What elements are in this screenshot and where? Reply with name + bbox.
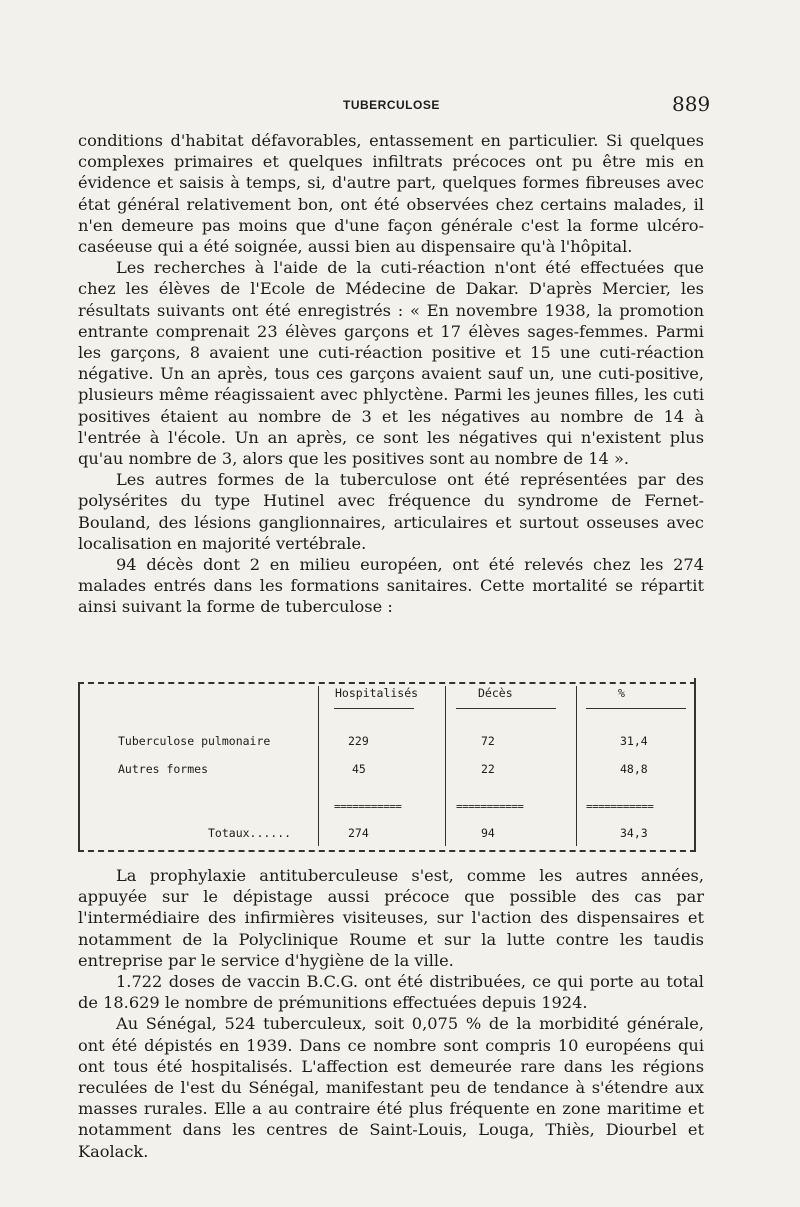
row-deces: 72 [481,734,495,748]
paragraph: 1.722 doses de vaccin B.C.G. ont été distribuées, ce qui porte au total de 18.629 le nombre de prémunitions effectuées depuis 1924. [78,972,704,1013]
column-divider [576,686,577,846]
row-hospitalises: 45 [352,762,366,776]
total-percent: 34,3 [620,826,648,840]
header-hospitalises: Hospitalisés [335,686,419,700]
row-label: Autres formes [118,762,209,776]
total-hospitalises: 274 [348,826,369,840]
header-deces: Décès [478,686,513,700]
table-right-border [694,678,696,850]
running-title: TUBERCULOSE [343,98,440,112]
header-percent: % [618,686,625,700]
table-left-border [78,684,80,850]
header-rule [586,708,686,709]
row-percent: 31,4 [620,734,648,748]
separator: =========== [586,800,654,813]
running-head [0,92,800,120]
row-percent: 48,8 [620,762,648,776]
paragraph: Les autres formes de la tuberculose ont été représentées par des polysérites du type Hutinel avec fréquence du syndrome de Fernet-Bouland, des lésions ganglionnaires, articulaires et surtout osseuses avec localisation en majorité vertébrale. [78,470,704,553]
table-top-border [78,682,696,684]
row-hospitalises: 229 [348,734,369,748]
total-deces: 94 [481,826,495,840]
paragraph: conditions d'habitat défavorables, entassement en particulier. Si quelques complexes primaires et quelques infiltrats précoces ont pu être mis en évidence et saisis à temps, si, d'autre part, quelques formes fibreuses avec état général relativement bon, ont été observées chez certains malades, il n'en demeure pas moins que d'une façon générale c'est la forme ulcéro-caséeuse qui a été soignée, aussi bien au dispensaire qu'à l'hôpital. [78,131,704,257]
column-divider [318,686,319,846]
text-after-table [78,865,704,1162]
separator: =========== [456,800,524,813]
row-label: Tuberculose pulmonaire [118,734,271,748]
total-label: Totaux...... [208,826,292,840]
paragraph: La prophylaxie antituberculeuse s'est, comme les autres années, appuyée sur le dépistage aussi précoce que possible des cas par l'intermédiaire des infirmières visiteuses, sur l'action des dispensaires et notamment de la Polyclinique Roume et sur la lutte contre les taudis entreprise par le service d'hygiène de la ville. [78,866,704,970]
mortality-table [78,674,696,856]
paragraph: Au Sénégal, 524 tuberculeux, soit 0,075 % de la morbidité générale, ont été dépistés en 1939. Dans ce nombre sont compris 10 européens qui ont tous été hospitalisés. L'affection est demeurée rare dans les régions reculées de l'est du Sénégal, manifestant peu de tendance à s'étendre aux masses rurales. Elle a au contraire été plus fréquente en zone maritime et notamment dans les centres de Saint-Louis, Louga, Thiès, Diourbel et Kaolack. [78,1014,704,1161]
text-before-table [78,130,704,618]
table-bottom-border [78,850,696,852]
page-number: 889 [672,92,711,116]
header-rule [456,708,556,709]
header-rule [334,708,414,709]
row-deces: 22 [481,762,495,776]
column-divider [445,686,446,846]
paragraph: 94 décès dont 2 en milieu européen, ont été relevés chez les 274 malades entrés dans les formations sanitaires. Cette mortalité se répartit ainsi suivant la forme de tuberculose : [78,555,704,617]
separator: =========== [334,800,402,813]
paragraph: Les recherches à l'aide de la cuti-réaction n'ont été effectuées que chez les élèves de l'Ecole de Médecine de Dakar. D'après Mercier, les résultats suivants ont été enregistrés : « En novembre 1938, la promotion entrante comprenait 23 élèves garçons et 17 élèves sages-femmes. Parmi les garçons, 8 avaient une cuti-réaction positive et 15 une cuti-réaction négative. Un an après, tous ces garçons avaient sauf un, une cuti-positive, plusieurs même réagissaient avec phlyctène. Parmi les jeunes filles, les cuti positives étaient au nombre de 3 et les négatives au nombre de 14 à l'entrée à l'école. Un an après, ce sont les négatives qui n'existent plus qu'au nombre de 3, alors que les positives sont au nombre de 14 ». [78,258,704,469]
